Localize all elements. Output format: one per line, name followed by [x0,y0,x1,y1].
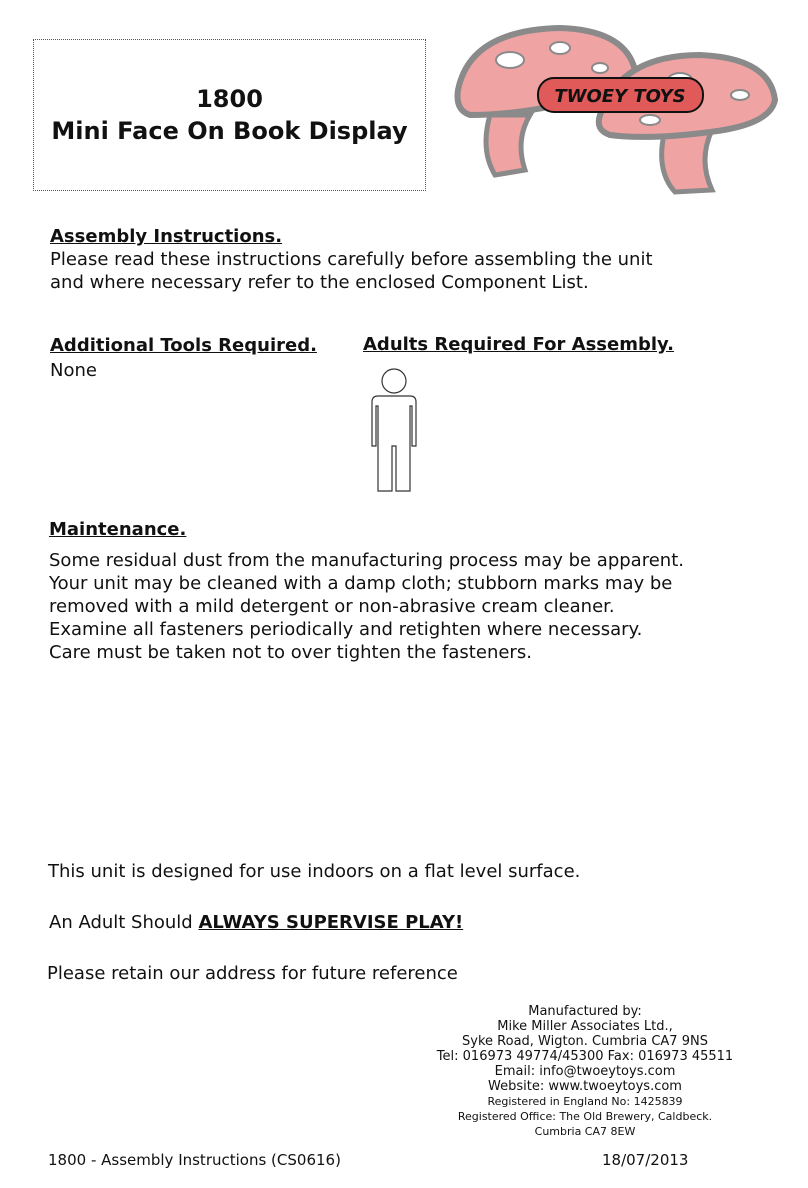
title-box [33,39,426,191]
supervise-emphasis: ALWAYS SUPERVISE PLAY! [198,912,464,933]
maintenance-line-2: Your unit may be cleaned with a damp cloth; stubborn marks may be [49,573,673,594]
supervise-prefix: An Adult Should [49,912,199,933]
tools-heading: Additional Tools Required. [50,335,317,356]
assembly-heading: Assembly Instructions. [50,226,283,247]
manufacturer-office: Registered Office: The Old Brewery, Caldbeck. [457,1110,713,1123]
manufacturer-address: Syke Road, Wigton. Cumbria CA7 9NS [462,1034,708,1049]
indoors-note: This unit is designed for use indoors on a flat level surface. [48,861,581,882]
adults-heading-text: Adults Required For Assembly [363,334,668,355]
maintenance-heading: Maintenance. [49,519,187,540]
manufacturer-office-2: Cumbria CA7 8EW [534,1125,636,1138]
manufacturer-company: Mike Miller Associates Ltd., [497,1019,673,1034]
retain-note: Please retain our address for future reference [47,963,458,984]
product-code: 1800 [196,85,263,113]
manufacturer-website: Website: www.twoeytoys.com [488,1079,682,1094]
assembly-line-1: Please read these instructions carefully before assembling the unit [50,249,653,270]
twoey-toys-logo [450,20,780,200]
footer-doc-ref: 1800 - Assembly Instructions (CS0616) [48,1151,341,1169]
tools-heading-text: Additional Tools Required [50,335,311,356]
maintenance-line-1: Some residual dust from the manufacturing process may be apparent. [49,550,684,571]
product-title: Mini Face On Book Display [51,117,408,145]
manufacturer-registered: Registered in England No: 1425839 [487,1095,683,1108]
maintenance-line-3: removed with a mild detergent or non-abrasive cream cleaner. [49,596,615,617]
adult-figure-icon [366,366,422,494]
supervise-note [49,911,463,934]
manufacturer-phone: Tel: 016973 49774/45300 Fax: 016973 45511 [436,1049,734,1064]
logo-text: TWOEY TOYS [554,86,686,107]
maintenance-line-5: Care must be taken not to over tighten the fasteners. [49,642,532,663]
assembly-line-2: and where necessary refer to the enclosed Component List. [50,272,589,293]
mushroom-stem-left [486,115,530,175]
tools-value: None [50,360,97,381]
manufacturer-block [430,1004,740,1139]
adults-heading: Adults Required For Assembly. [363,334,674,355]
maintenance-line-4: Examine all fasteners periodically and retighten where necessary. [49,619,643,640]
manufacturer-email: Email: info@twoeytoys.com [494,1064,676,1079]
footer-date: 18/07/2013 [602,1151,689,1169]
manufacturer-label: Manufactured by: [528,1004,642,1019]
mushroom-stem-right [662,130,712,192]
